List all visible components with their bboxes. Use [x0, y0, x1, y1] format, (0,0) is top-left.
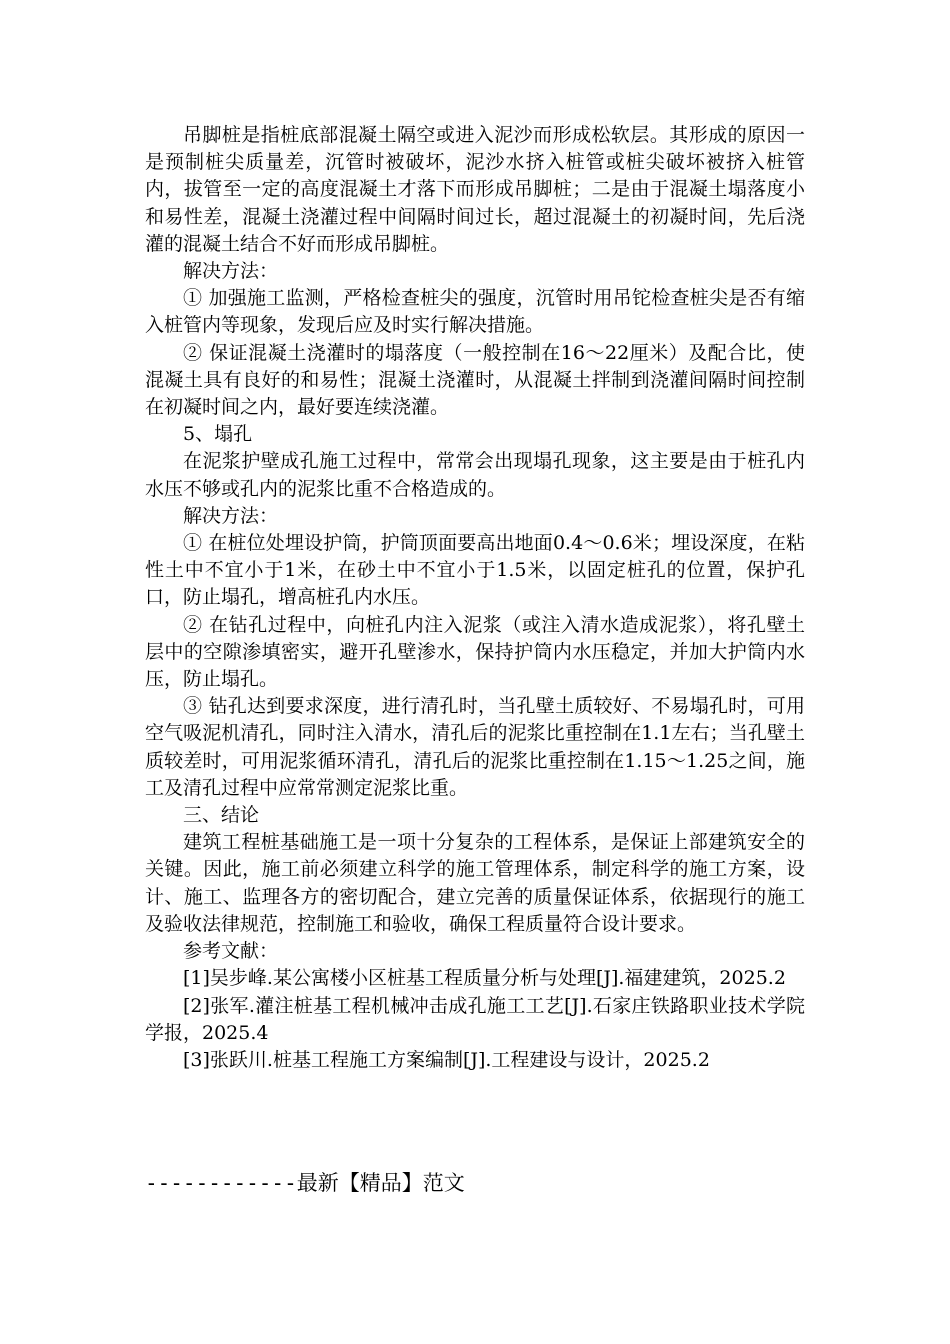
paragraph-hanging-pile-intro: 吊脚桩是指桩底部混凝土隔空或进入泥沙而形成松软层。其形成的原因一是预制桩尖质量差，沉管时被破坏，泥沙水挤入桩管或桩尖破坏被挤入桩管内，拔管至一定的高度混凝土才落下而形成吊脚桩；二是由于混凝土塌落度小和易性差，混凝土浇灌过程中间隔时间过长，超过混凝土的初凝时间，先后浇灌的混凝土结合不好而形成吊脚桩。: [145, 124, 805, 255]
paragraph-solution-2-2: ② 在钻孔过程中，向桩孔内注入泥浆（或注入清水造成泥浆），将孔壁土层中的空隙渗填密实，避开孔壁渗水，保持护筒内水压稳定，并加大护筒内水压，防止塌孔。: [145, 613, 805, 691]
reference-2: [2]张军.灌注桩基工程机械冲击成孔施工工艺[J].石家庄铁路职业技术学院学报，2025.4: [145, 994, 805, 1044]
paragraph-solution-2-1: ① 在桩位处埋设护筒，护筒顶面要高出地面0.4～0.6米；埋设深度，在粘性土中不宜小于1米，在砂土中不宜小于1.5米，以固定桩孔的位置，保护孔口，防止塌孔，增高桩孔内水压。: [145, 532, 805, 609]
paragraph-solution-1-1: ① 加强施工监测，严格检查桩尖的强度，沉管时用吊铊检查桩尖是否有缩入桩管内等现象，发现后应及时实行解决措施。: [145, 287, 805, 337]
reference-1: [1]吴步峰.某公寓楼小区桩基工程质量分析与处理[J].福建建筑，2025.2: [183, 967, 786, 990]
document-body: [145, 122, 805, 1074]
references-heading: 参考文献：: [183, 940, 279, 963]
section-heading-collapse: 5、塌孔: [183, 423, 253, 446]
paragraph-solution-heading-2: 解决方法：: [183, 504, 279, 527]
paragraph-conclusion: 建筑工程桩基础施工是一项十分复杂的工程体系，是保证上部建筑安全的关键。因此，施工前必须建立科学的施工管理体系，制定科学的施工方案，设计、施工、监理各方的密切配合，建立完善的质量保证体系，依据现行的施工及验收法律规范，控制施工和验收，确保工程质量符合设计要求。: [145, 831, 805, 935]
page-footer: ------------最新【精品】范文: [145, 1171, 465, 1195]
paragraph-solution-1-2: ② 保证混凝土浇灌时的塌落度（一般控制在16～22厘米）及配合比，使混凝土具有良好的和易性；混凝土浇灌时，从混凝土拌制到浇灌间隔时间控制在初凝时间之内，最好要连续浇灌。: [145, 341, 805, 419]
paragraph-collapse-intro: 在泥浆护壁成孔施工过程中，常常会出现塌孔现象，这主要是由于桩孔内水压不够或孔内的泥浆比重不合格造成的。: [145, 450, 805, 500]
paragraph-solution-heading-1: 解决方法：: [183, 260, 279, 283]
reference-3: [3]张跃川.桩基工程施工方案编制[J].工程建设与设计，2025.2: [183, 1048, 710, 1071]
section-heading-conclusion: 三、结论: [183, 804, 260, 827]
paragraph-solution-2-3: ③ 钻孔达到要求深度，进行清孔时，当孔壁土质较好、不易塌孔时，可用空气吸泥机清孔，同时注入清水，清孔后的泥浆比重控制在1.1左右；当孔壁土质较差时，可用泥浆循环清孔，清孔后的泥浆比重控制在1.15～1.25之间，施工及清孔过程中应常常测定泥浆比重。: [145, 695, 805, 799]
